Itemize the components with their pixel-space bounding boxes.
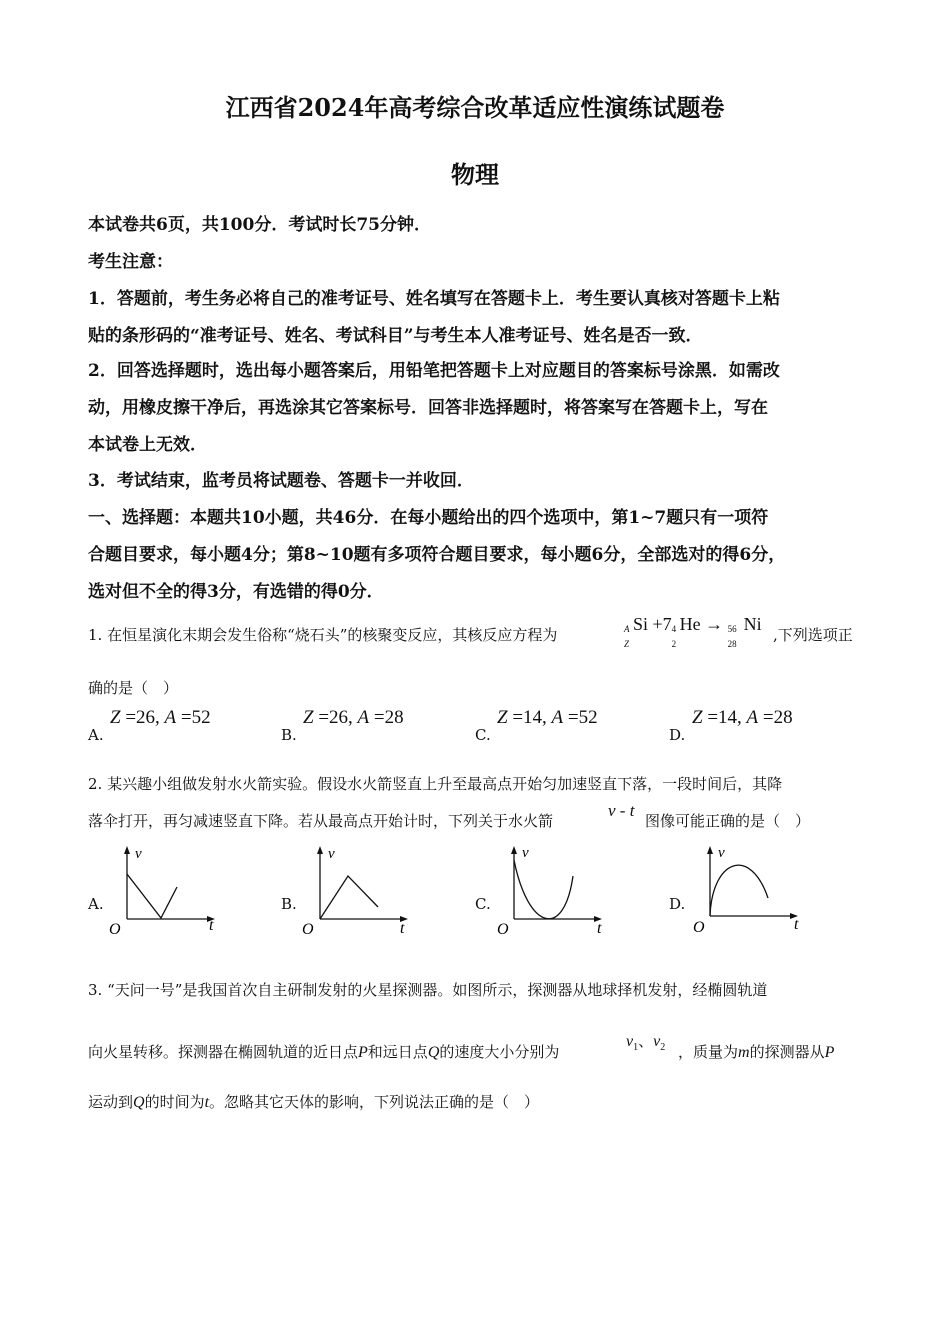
origin-label: O xyxy=(693,919,705,936)
vt-label xyxy=(608,801,634,821)
origin-label: O xyxy=(302,921,314,937)
time-t: t xyxy=(204,1094,210,1111)
z-value: =26, xyxy=(120,707,165,728)
q3-line-2-a: 向火星转移。探测器在椭圆轨道的近日点 xyxy=(88,1043,359,1061)
q2-line-2-a: 落伞打开，再匀减速竖直下降。若从最高点开始计时，下列关于水火箭 xyxy=(88,812,554,830)
q3-line-3 xyxy=(88,1091,539,1112)
origin-label: O xyxy=(109,921,121,937)
q1-text-a: 1. 在恒星演化末期会发生俗称“烧石头”的核聚变反应，其核反应方程为 xyxy=(88,626,558,644)
point-p: P xyxy=(358,1044,368,1061)
q3-line-2-tail xyxy=(678,1041,834,1062)
notice-1-line-1: 1．答题前，考生务必将自己的准考证号、姓名填写在答题卡上．考生要认真核对答题卡上粘 xyxy=(88,289,780,309)
v-axis-arrow xyxy=(124,846,130,854)
he-symbol: He xyxy=(679,614,701,634)
v-axis-arrow xyxy=(511,846,517,854)
q1-option-a-value[interactable] xyxy=(110,707,211,729)
q1-option-d-letter[interactable]: D. xyxy=(669,726,686,744)
q1-text-b: ,下列选项正 xyxy=(773,626,853,644)
q1-text-c: 确的是（ ） xyxy=(88,679,179,697)
v2-subscript: 2 xyxy=(660,1042,666,1054)
q2-line-1: 2. 某兴趣小组做发射水火箭实验。假设水火箭竖直上升至最高点开始匀加速竖直下落，一段时间后，其降 xyxy=(88,775,783,793)
q3-line-2 xyxy=(88,1041,559,1062)
exam-title: 江西省2024年高考综合改革适应性演练试题卷 xyxy=(225,93,725,122)
ni-symbol: Ni xyxy=(743,614,762,634)
intro-line: 本试卷共6页，共100分．考试时长75分钟． xyxy=(88,215,431,235)
ni-mass-number: 56 xyxy=(727,624,737,634)
a-value: =28 xyxy=(758,707,793,728)
he-mass-number: 4 xyxy=(671,624,677,634)
q3-line-2-e: 的探测器从 xyxy=(749,1043,825,1061)
vt-curve xyxy=(320,876,378,919)
mass-m: m xyxy=(738,1044,750,1061)
a-value: =52 xyxy=(176,707,211,728)
z-symbol: Z xyxy=(497,707,508,728)
subject-title: 物理 xyxy=(451,160,499,189)
q2-option-d-letter[interactable]: D. xyxy=(669,895,686,913)
q2-graph-a[interactable] xyxy=(105,842,225,937)
t-label: t xyxy=(794,916,799,933)
a-symbol: A xyxy=(164,707,177,728)
z-symbol: Z xyxy=(110,707,121,728)
q1-option-d-value[interactable] xyxy=(692,707,793,729)
reaction-arrow: → xyxy=(705,614,724,634)
v-axis-arrow xyxy=(707,846,713,854)
v1-subscript: 1 xyxy=(633,1042,639,1054)
q2-graph-b[interactable] xyxy=(298,842,418,937)
separator: 、 xyxy=(638,1034,654,1050)
q1-option-c-value[interactable] xyxy=(497,707,598,729)
plus-sign: + xyxy=(652,614,663,634)
a-value: =52 xyxy=(563,707,598,728)
q1-option-a-letter[interactable]: A. xyxy=(88,726,104,744)
q1-option-b-value[interactable] xyxy=(303,707,404,729)
a-symbol: A xyxy=(551,707,564,728)
section-1-line-3: 选对但不全的得3分，有选错的得0分． xyxy=(88,582,384,602)
q3-line-3-c: 。忽略其它天体的影响，下列说法正确的是（ ） xyxy=(209,1093,540,1111)
q3-line-3-a: 运动到 xyxy=(88,1093,134,1111)
ni-atomic-number: 28 xyxy=(727,639,737,649)
q3-line-1: 3. “天问一号”是我国首次自主研制发射的火星探测器。如图所示，探测器从地球择机发射，经椭圆轨道 xyxy=(88,981,768,999)
section-1-line-2: 合题目要求，每小题4分；第8~10题有多项符合题目要求，每小题6分，全部选对的得6分， xyxy=(88,545,786,565)
velocity-symbols xyxy=(626,1030,665,1053)
notice-3-line-1: 3．考试结束，监考员将试题卷、答题卡一并收回． xyxy=(88,471,474,491)
origin-label: O xyxy=(497,921,509,937)
notice-1-line-2: 贴的条形码的“准考证号、姓名、考试科目”与考生本人准考证号、姓名是否一致． xyxy=(88,326,703,346)
a-symbol: A xyxy=(746,707,759,728)
notice-2-line-2: 动，用橡皮擦干净后，再选涂其它答案标号．回答非选择题时，将答案写在答题卡上，写在 xyxy=(88,398,768,418)
q2-option-a-letter[interactable]: A. xyxy=(88,895,104,913)
nuclear-equation xyxy=(624,614,762,649)
t-label: t xyxy=(209,917,214,934)
z-value: =14, xyxy=(507,707,552,728)
z-symbol: Z xyxy=(692,707,703,728)
v-label: v xyxy=(522,845,529,861)
q3-line-2-d: ，质量为 xyxy=(678,1043,739,1061)
point-q-2: Q xyxy=(133,1094,145,1111)
v-label: v xyxy=(135,846,142,862)
si-mass-number: A xyxy=(624,624,630,634)
v-symbol: v xyxy=(608,801,616,820)
t-symbol: t xyxy=(629,801,635,820)
v1-symbol: v xyxy=(626,1033,634,1050)
q3-line-2-b: 和远日点 xyxy=(367,1043,428,1061)
point-p-2: P xyxy=(824,1044,835,1061)
q2-option-c-letter[interactable]: C. xyxy=(475,895,491,913)
vt-curve xyxy=(127,874,177,918)
si-atomic-number: Z xyxy=(624,639,630,649)
v-label: v xyxy=(328,846,335,862)
q2-graph-c[interactable] xyxy=(494,840,614,937)
vt-curve xyxy=(710,865,768,916)
q3-line-3-b: 的时间为 xyxy=(144,1093,205,1111)
section-1-line-1: 一、选择题：本题共10小题，共46分．在每小题给出的四个选项中，第1~7题只有一项符 xyxy=(88,508,769,528)
he-atomic-number: 2 xyxy=(671,639,677,649)
a-value: =28 xyxy=(369,707,404,728)
z-symbol: Z xyxy=(303,707,314,728)
t-label: t xyxy=(597,920,602,937)
notice-2-line-3: 本试卷上无效． xyxy=(88,435,207,455)
a-symbol: A xyxy=(357,707,370,728)
he-coefficient: 7 xyxy=(662,614,672,634)
si-symbol: Si xyxy=(633,614,649,634)
z-value: =14, xyxy=(702,707,747,728)
v-label: v xyxy=(718,845,725,861)
vt-curve xyxy=(514,860,573,919)
t-label: t xyxy=(400,920,405,937)
notice-heading: 考生注意： xyxy=(88,252,173,272)
q2-graph-d[interactable] xyxy=(690,840,810,937)
point-q: Q xyxy=(427,1044,440,1061)
z-value: =26, xyxy=(313,707,358,728)
q1-option-b-letter[interactable]: B. xyxy=(281,726,297,744)
q1-option-c-letter[interactable]: C. xyxy=(475,726,491,744)
q3-line-2-c: 的速度大小分别为 xyxy=(439,1043,560,1061)
v-axis-arrow xyxy=(317,846,323,854)
dash: - xyxy=(615,801,630,820)
q2-line-2-b: 图像可能正确的是（ ） xyxy=(645,812,811,830)
v2-symbol: v xyxy=(653,1033,661,1050)
q2-option-b-letter[interactable]: B. xyxy=(281,895,297,913)
notice-2-line-1: 2．回答选择题时，选出每小题答案后，用铅笔把答题卡上对应题目的答案标号涂黑．如需改 xyxy=(88,361,780,381)
